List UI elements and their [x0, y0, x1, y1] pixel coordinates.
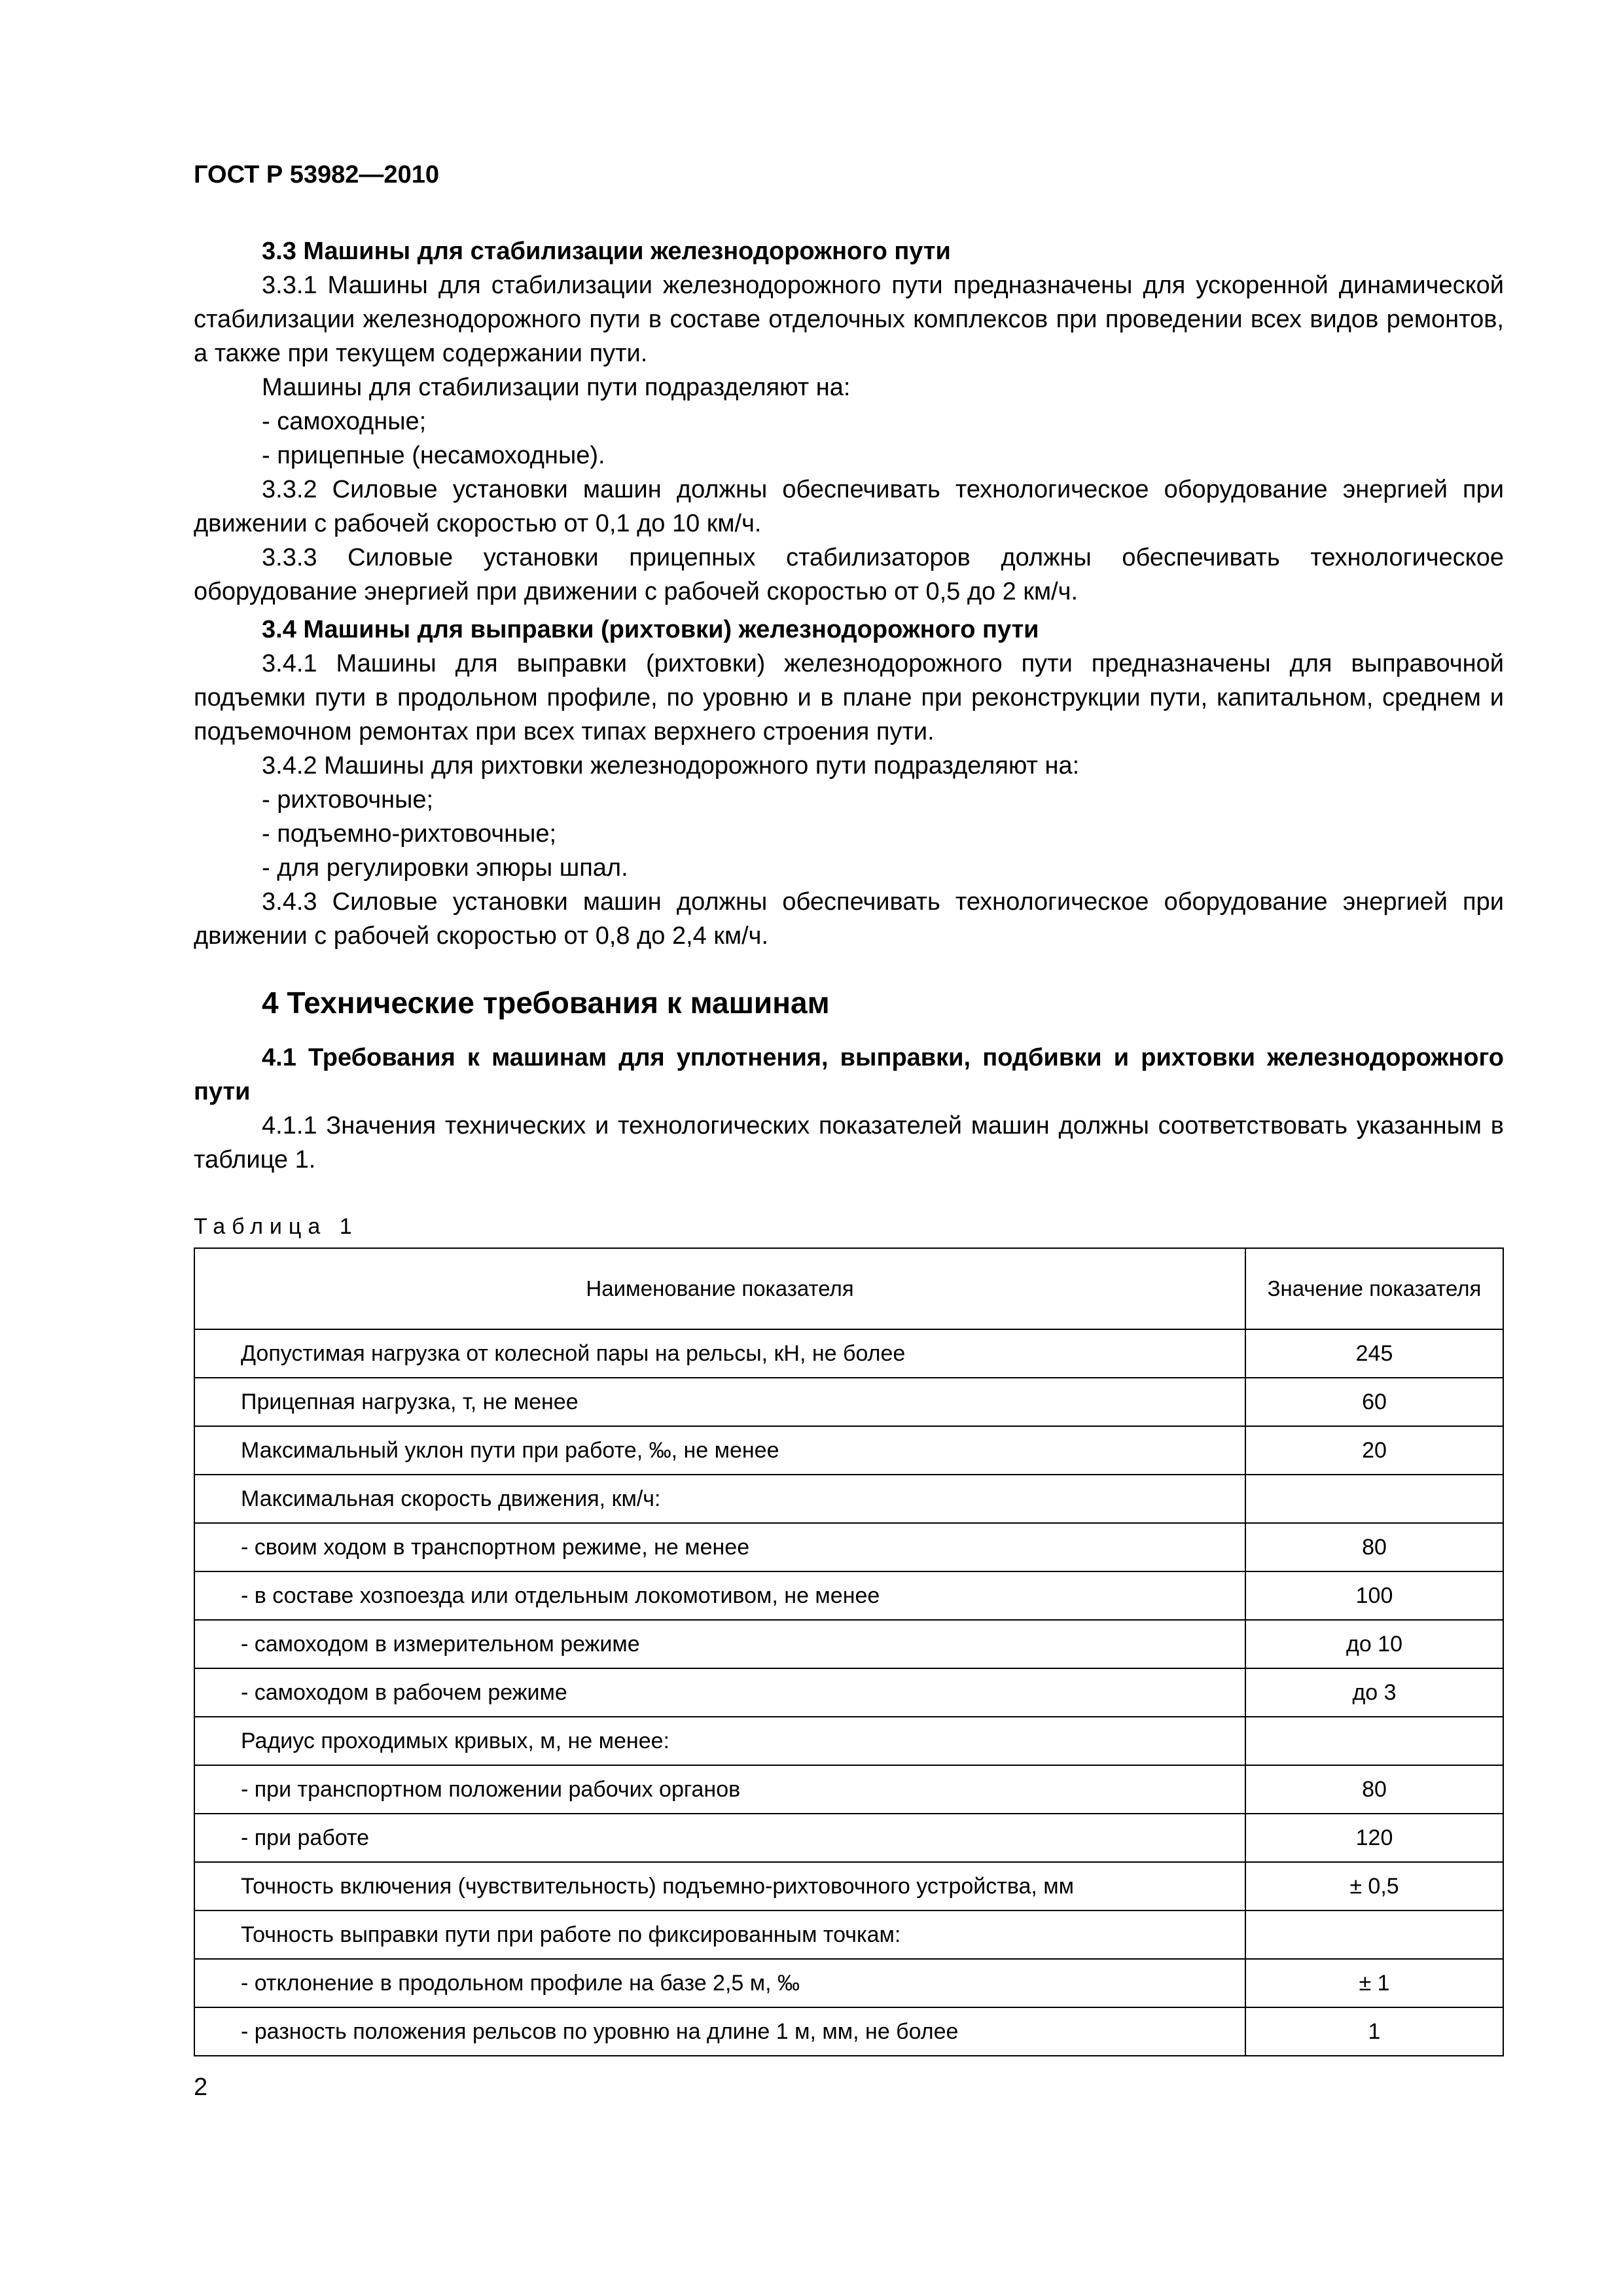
indicator-value-cell: 80 [1245, 1523, 1503, 1571]
page-number: 2 [194, 2073, 208, 2101]
indicator-name-cell: - самоходом в измерительном режиме [194, 1620, 1245, 1668]
table-header-row [194, 1248, 1503, 1329]
subsection-heading-3-4: 3.4 Машины для выправки (рихтовки) железнодорожного пути [262, 616, 1039, 643]
indicator-value-cell: 60 [1245, 1378, 1503, 1426]
indicator-value-cell [1245, 1717, 1503, 1765]
indicator-value-cell: ± 1 [1245, 1959, 1503, 2007]
indicator-name-cell: Точность включения (чувствительность) подъемно-рихтовочного устройства, мм [194, 1862, 1245, 1910]
indicator-value-cell: ± 0,5 [1245, 1862, 1503, 1910]
table-row [194, 1475, 1503, 1523]
table-row [194, 1910, 1503, 1959]
list-item: - для регулировки эпюры шпал. [262, 854, 628, 882]
table-body [194, 1329, 1503, 2056]
indicator-name-cell: - при работе [194, 1814, 1245, 1862]
table-row [194, 1862, 1503, 1910]
indicator-name-cell: - в составе хозпоезда или отдельным локомотивом, не менее [194, 1571, 1245, 1620]
indicator-value-cell [1245, 1475, 1503, 1523]
table-row [194, 1717, 1503, 1765]
subsection-heading-3-3: 3.3 Машины для стабилизации железнодорожного пути [262, 238, 951, 265]
table-row [194, 1329, 1503, 1378]
indicator-value-cell: 1 [1245, 2007, 1503, 2056]
page-content [194, 234, 1504, 2056]
indicator-value-cell: 80 [1245, 1765, 1503, 1814]
paragraph-3-4-1: 3.4.1 Машины для выправки (рихтовки) железнодорожного пути предназначены для выправочной подъемки пути в продольном профиле, по уровню и в плане при реконструкции пути, капитальном, среднем и подъемочном ремонтах при всех типах верхнего строения пути. [194, 650, 1504, 745]
indicator-name-cell: Прицепная нагрузка, т, не менее [194, 1378, 1245, 1426]
indicator-name-cell: - разность положения рельсов по уровню на длине 1 м, мм, не более [194, 2007, 1245, 2056]
paragraph-3-4-3: 3.4.3 Силовые установки машин должны обеспечивать технологическое оборудование энергией при движении с рабочей скоростью от 0,8 до 2,4 км/ч. [194, 888, 1504, 950]
table-row [194, 1765, 1503, 1814]
paragraph-4-1-1: 4.1.1 Значения технических и технологических показателей машин должны соответствовать указанным в таблице 1. [194, 1112, 1504, 1174]
indicator-name-cell: Точность выправки пути при работе по фиксированным точкам: [194, 1910, 1245, 1959]
indicator-value-cell: до 3 [1245, 1668, 1503, 1717]
paragraph-3-3-3: 3.3.3 Силовые установки прицепных стабилизаторов должны обеспечивать технологическое оборудование энергией при движении с рабочей скоростью от 0,5 до 2 км/ч. [194, 544, 1504, 605]
indicator-value-cell: до 10 [1245, 1620, 1503, 1668]
table-caption: Таблица 1 [194, 1214, 359, 1239]
paragraph-3-3-2: 3.3.2 Силовые установки машин должны обеспечивать технологическое оборудование энергией при движении с рабочей скоростью от 0,1 до 10 км/ч. [194, 476, 1504, 537]
column-header-name: Наименование показателя [194, 1248, 1245, 1329]
indicator-value-cell: 20 [1245, 1426, 1503, 1475]
subsection-heading-4-1: 4.1 Требования к машинам для уплотнения, выправки, подбивки и рихтовки железнодорожного пути [194, 1044, 1504, 1105]
indicator-name-cell: Радиус проходимых кривых, м, не менее: [194, 1717, 1245, 1765]
paragraph-3-4-2: 3.4.2 Машины для рихтовки железнодорожного пути подразделяют на: [262, 752, 1080, 780]
table-row [194, 1668, 1503, 1717]
indicator-value-cell [1245, 1910, 1503, 1959]
indicator-name-cell: - отклонение в продольном профиле на базе 2,5 м, ‰ [194, 1959, 1245, 2007]
list-item: - подъемно-рихтовочные; [262, 820, 557, 848]
standard-header: ГОСТ Р 53982—2010 [194, 161, 439, 188]
list-item: - прицепные (несамоходные). [262, 442, 605, 469]
section-heading-4: 4 Технические требования к машинам [262, 986, 830, 1020]
indicator-value-cell: 100 [1245, 1571, 1503, 1620]
indicator-name-cell: Допустимая нагрузка от колесной пары на рельсы, кН, не более [194, 1329, 1245, 1378]
indicator-name-cell: - своим ходом в транспортном режиме, не менее [194, 1523, 1245, 1571]
table-row [194, 1426, 1503, 1475]
indicator-value-cell: 245 [1245, 1329, 1503, 1378]
indicator-name-cell: Максимальная скорость движения, км/ч: [194, 1475, 1245, 1523]
column-header-value: Значение показателя [1245, 1248, 1503, 1329]
table-row [194, 1814, 1503, 1862]
indicator-name-cell: Максимальный уклон пути при работе, ‰, не менее [194, 1426, 1245, 1475]
list-item: - рихтовочные; [262, 786, 434, 814]
table-row [194, 2007, 1503, 2056]
indicator-name-cell: - самоходом в рабочем режиме [194, 1668, 1245, 1717]
list-item: - самоходные; [262, 408, 427, 435]
table-row [194, 1523, 1503, 1571]
indicators-table [194, 1247, 1504, 2056]
paragraph-3-3-1: 3.3.1 Машины для стабилизации железнодорожного пути предназначены для ускоренной динамической стабилизации железнодорожного пути в составе отделочных комплексов при проведении всех видов ремонтов, а также при текущем содержании пути. [194, 272, 1504, 367]
list-intro: Машины для стабилизации пути подразделяют на: [262, 374, 851, 401]
table-row [194, 1378, 1503, 1426]
indicator-value-cell: 120 [1245, 1814, 1503, 1862]
table-row [194, 1959, 1503, 2007]
indicator-name-cell: - при транспортном положении рабочих органов [194, 1765, 1245, 1814]
table-row [194, 1571, 1503, 1620]
table-row [194, 1620, 1503, 1668]
